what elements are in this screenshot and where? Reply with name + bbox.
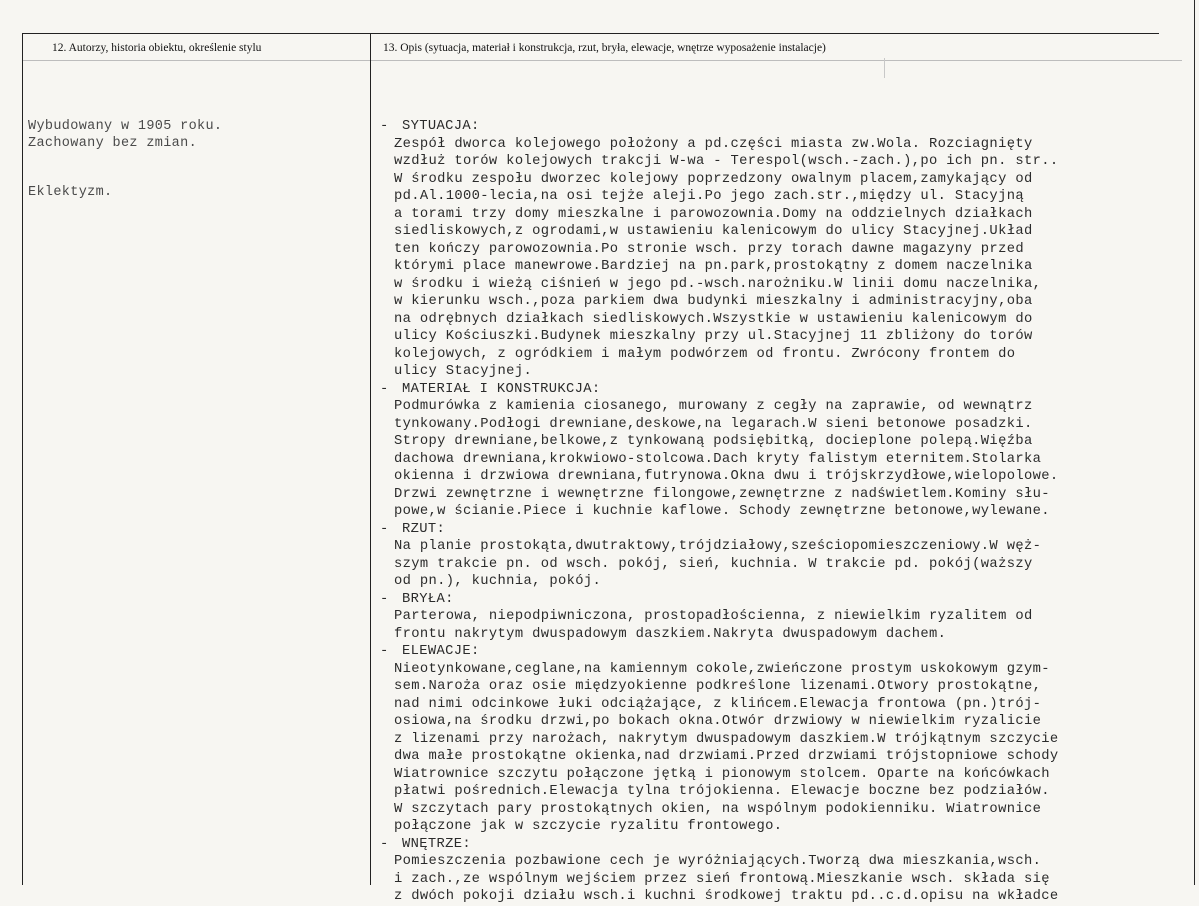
- form-top-border: [22, 33, 1159, 34]
- section-heading-text: RZUT:: [402, 521, 446, 537]
- text-line: wzdłuż torów kolejowych trakcji W-wa - Terespol(wsch.-zach.),po ich pn. str..: [394, 154, 1059, 169]
- section-body: [380, 538, 1190, 591]
- bullet-dash: -: [380, 521, 389, 537]
- section-sytuacja: [380, 118, 1190, 381]
- text-line: Parterowa, niepodpiwniczona, prostopadłościenna, z niewielkim ryzalitem od: [394, 609, 1033, 624]
- history-line: Wybudowany w 1905 roku.: [28, 119, 223, 134]
- description-body: [380, 118, 1190, 906]
- text-line: Zespół dworca kolejowego położony a pd.części miasta zw.Wola. Rozciagnięty: [394, 136, 1033, 152]
- section-heading: [380, 118, 1190, 136]
- page-right-edge: [1194, 0, 1195, 885]
- text-line: z lizenami przy narożach, nakrytym dwuspadowym daszkiem.W trójkątnym szczycie: [394, 731, 1059, 747]
- field-12-header: 12. Autorzy, historia obiektu, określenie stylu: [52, 42, 262, 54]
- section-body: [380, 661, 1190, 836]
- text-line: ten kończy parowozownia.Po stronie wsch. przy torach dawne magazyny przed: [394, 241, 1024, 257]
- bullet-dash: -: [380, 836, 389, 852]
- text-line: z dwóch pokoji działu wsch.i kuchni środkowej traktu pd..c.d.opisu na wkładce: [394, 889, 1059, 904]
- text-line: Pomieszczenia pozbawione cech je wyróżniających.Tworzą dwa mieszkania,wsch.: [394, 854, 1042, 869]
- text-line: dwa małe prostokątne okienka,nad drzwiami.Przed drzwiami trójstopniowe schody: [394, 749, 1059, 764]
- text-line: pd.Al.1000-lecia,na osi tejże aleji.Po jego zach.str.,między ul. Stacyjną: [394, 189, 1024, 204]
- section-rzut: [380, 521, 1190, 591]
- section-heading-text: ELEWACJE:: [402, 644, 480, 659]
- column-divider: [370, 33, 371, 885]
- section-body: [380, 136, 1190, 381]
- text-line: W szczytach pary prostokątnych okien, na wspólnym podokienniku. Wiatrownice: [394, 801, 1042, 817]
- text-line: ulicy Stacyjnej.: [394, 364, 533, 379]
- text-line: sem.Naroża oraz osie międzyokienne podkreślone lizenami.Otwory prostokątne,: [394, 679, 1042, 694]
- text-line: Drzwi zewnętrzne i wewnętrzne filongowe,zewnętrzne z nadświetlem.Kominy słu-: [394, 486, 1050, 502]
- text-line: kolejowych, z ogródkiem i małym podwórzem od frontu. Zwrócony frontem do: [394, 346, 1016, 362]
- text-line: a torami trzy domy mieszkalne i parowozownia.Domy na oddzielnych działkach: [394, 206, 1033, 222]
- section-bryla: [380, 591, 1190, 644]
- text-line: w kierunku wsch.,poza parkiem dwa budynki mieszkalny i administracyjny,oba: [394, 294, 1033, 309]
- bullet-dash: -: [380, 381, 389, 397]
- section-body: [380, 853, 1190, 906]
- text-line: Na planie prostokąta,dwutraktowy,trójdziałowy,sześciopomieszczeniowy.W węż-: [394, 539, 1042, 554]
- text-line: na odrębnych działkach siedliskowych.Wszystkie w ustawieniu kalenicowym do: [394, 311, 1033, 327]
- text-line: Podmurówka z kamienia ciosanego, murowany z cegły na zaprawie, od wewnątrz: [394, 399, 1033, 414]
- section-heading-text: SYTUACJA:: [402, 119, 480, 134]
- text-line: ulicy Kościuszki.Budynek mieszkalny przy ul.Stacyjnej 11 zbliżony do torów: [394, 329, 1033, 344]
- text-line: okienna i drzwiowa drewniana,futrynowa.Okna dwu i trójskrzydłowe,wielopolowe.: [394, 469, 1059, 484]
- header-divider: [22, 60, 1182, 61]
- text-line: Stropy drewniane,belkowe,z tynkowaną podsiębitką, docieplone polepą.Więźba: [394, 434, 1033, 449]
- text-line: Wiatrownice szczytu połączone jętką i pionowym stolcem. Oparte na końcówkach: [394, 766, 1050, 782]
- section-heading: [380, 591, 1190, 609]
- section-material: [380, 381, 1190, 521]
- text-line: którymi place manewrowe.Bardziej na pn.park,prostokątny z domem naczelnika: [394, 259, 1033, 274]
- text-line: od pn.), kuchnia, pokój.: [394, 574, 602, 589]
- text-line: szym trakcie pn. od wsch. pokój, sień, kuchnia. W trakcie pd. pokój(waższy: [394, 556, 1033, 572]
- section-heading: [380, 381, 1190, 399]
- text-line: powe,w ścianie.Piece i kuchnie kaflowe. Schody zewnętrzne betonowe,wylewane.: [394, 504, 1050, 519]
- text-line: siedliskowych,z ogrodami,w ustawieniu kalenicowym do ulicy Stacyjnej.Układ: [394, 224, 1033, 239]
- section-heading: [380, 836, 1190, 854]
- history-line: Zachowany bez zmian.: [28, 136, 198, 151]
- section-heading: [380, 643, 1190, 661]
- section-elewacje: [380, 643, 1190, 836]
- style-text: Eklektyzm.: [28, 185, 113, 200]
- bullet-dash: -: [380, 119, 389, 134]
- text-line: Nieotynkowane,ceglane,na kamiennym cokole,zwieńczone prostym uskokowym gzym-: [394, 661, 1050, 677]
- field-13-header: 13. Opis (sytuacja, materiał i konstrukcja, rzut, bryła, elewacje, wnętrze wyposażenie instalacje): [383, 42, 826, 54]
- section-heading-text: BRYŁA:: [402, 591, 454, 607]
- section-body: [380, 398, 1190, 521]
- section-heading-text: MATERIAŁ I KONSTRUKCJA:: [402, 381, 601, 397]
- section-heading: [380, 521, 1190, 539]
- section-heading-text: WNĘTRZE:: [402, 836, 472, 852]
- bullet-dash: -: [380, 644, 389, 659]
- history-text: [28, 118, 222, 152]
- text-line: dachowa drewniana,krokwiowo-stolcowa.Dach kryty falistym eternitem.Stolarka: [394, 451, 1042, 467]
- text-line: w środku i wieżą ciśnień w jego pd.-wsch.narożniku.W linii domu naczelnika,: [394, 276, 1042, 292]
- text-line: nad nimi odcinkowe łuki odciążające, z klińcem.Elewacja frontowa (pn.)trój-: [394, 696, 1042, 712]
- text-line: tynkowany.Podłogi drewniane,deskowe,na legarach.W sieni betonowe posadzki.: [394, 416, 1033, 432]
- text-line: płatwi pośrednich.Elewacja tylna trójokienna. Elewacje boczne bez podziałów.: [394, 784, 1050, 799]
- section-wnetrze: [380, 836, 1190, 906]
- section-body: [380, 608, 1190, 643]
- text-line: W środku zespołu dworzec kolejowy poprzedzony owalnym placem,zamykający od: [394, 171, 1033, 187]
- bullet-dash: -: [380, 591, 389, 607]
- pencil-mark: [884, 58, 885, 78]
- text-line: osiowa,na środku drzwi,po bokach okna.Otwór drzwiowy w niewielkim ryzalicie: [394, 714, 1042, 729]
- form-left-border: [22, 33, 23, 885]
- text-line: i zach.,ze wspólnym wejściem przez sień frontową.Mieszkanie wsch. składa się: [394, 871, 1050, 887]
- text-line: frontu nakrytym dwuspadowym daszkiem.Nakryta dwuspadowym dachem.: [394, 626, 947, 642]
- text-line: połączone jak w szczycie ryzalitu frontowego.: [394, 819, 783, 834]
